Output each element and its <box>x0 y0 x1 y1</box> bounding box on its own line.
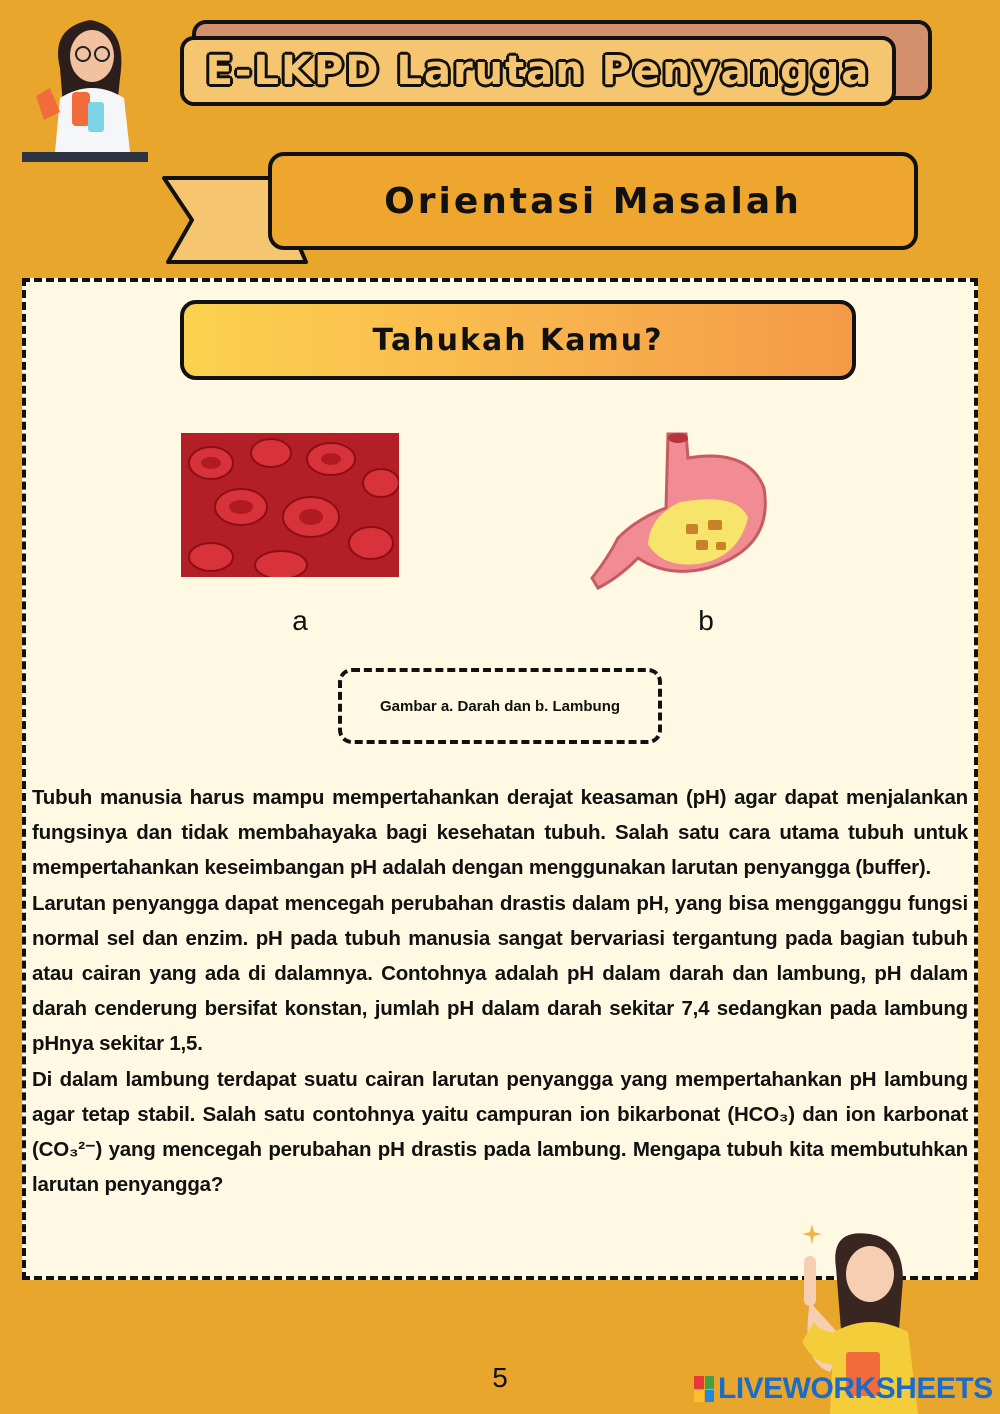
stomach-image <box>588 428 774 594</box>
scientist-illustration <box>20 8 150 164</box>
paragraph-2: Larutan penyangga dapat mencegah perubahan drastis dalam pH, yang bisa mengganggu fungsi normal sel dan enzim. pH pada tubuh manusia sangat bervariasi tergantung pada bagian tubuh atau cairan yang ada di dalamnya. Contohnya adalah pH dalam darah dan lambung, pH dalam darah cenderung bersifat konstan, jumlah pH dalam darah sekitar 7,4 sedangkan pada lambung pHnya sekitar 1,5. <box>32 891 968 1056</box>
paragraph-3: Di dalam lambung terdapat suatu cairan larutan penyangga yang mempertahankan pH lambung agar tetap stabil. Salah satu contohnya yaitu campuran ion bikarbonat (HCO₃) dan ion karbonat (CO₃²⁻) yang mencegah perubahan pH drastis pada lambung. Mengapa tubuh kita membutuhkan larutan penyangga? <box>32 1067 968 1197</box>
tahukah-heading-box <box>180 300 856 380</box>
blood-cells-image <box>181 433 399 577</box>
title-banner <box>180 36 896 106</box>
liveworksheets-brand[interactable] <box>694 1372 993 1406</box>
image-caption: Gambar a. Darah dan b. Lambung <box>379 697 621 715</box>
liveworksheets-logo-icon <box>694 1376 714 1402</box>
image-label-a: a <box>292 605 308 636</box>
page-number: 5 <box>492 1362 508 1393</box>
image-label-b: b <box>698 605 714 636</box>
image-caption-box <box>338 668 662 744</box>
brand-text: LIVEWORKSHEETS <box>718 1372 993 1405</box>
page-title: E-LKPD Larutan Penyangga <box>205 48 871 94</box>
section-title: Orientasi Masalah <box>384 180 802 222</box>
tahukah-heading: Tahukah Kamu? <box>372 322 664 358</box>
body-text <box>32 780 968 1202</box>
paragraph-1: Tubuh manusia harus mampu mempertahankan derajat keasaman (pH) agar dapat menjalankan fungsinya dan tidak membahayaka bagi kesehatan tubuh. Salah satu cara utama tubuh untuk mempertahankan keseimbangan pH adalah dengan menggunakan larutan penyangga (buffer). <box>32 786 968 880</box>
section-header <box>268 152 918 250</box>
